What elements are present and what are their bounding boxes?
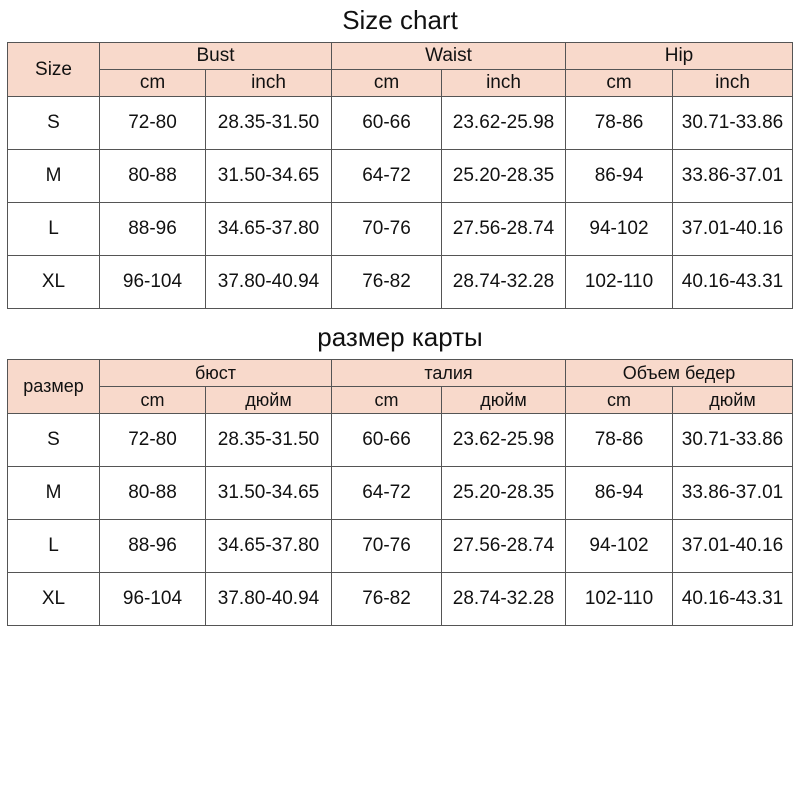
table-row xyxy=(8,150,793,203)
hip-group-header: Объем бедер xyxy=(566,360,793,387)
size-cell: S xyxy=(8,97,100,150)
value-cell: 28.35-31.50 xyxy=(206,414,332,467)
value-cell: 37.01-40.16 xyxy=(673,203,793,256)
value-cell: 72-80 xyxy=(100,414,206,467)
unit-header: inch xyxy=(442,70,566,97)
value-cell: 28.74-32.28 xyxy=(442,573,566,626)
size-cell: XL xyxy=(8,256,100,309)
waist-group-header: талия xyxy=(332,360,566,387)
size-cell: L xyxy=(8,203,100,256)
value-cell: 28.35-31.50 xyxy=(206,97,332,150)
size-cell: XL xyxy=(8,573,100,626)
value-cell: 34.65-37.80 xyxy=(206,520,332,573)
unit-header: дюйм xyxy=(206,387,332,414)
unit-header: cm xyxy=(100,387,206,414)
unit-header: дюйм xyxy=(442,387,566,414)
value-cell: 31.50-34.65 xyxy=(206,150,332,203)
size-cell: M xyxy=(8,467,100,520)
bust-group-header: Bust xyxy=(100,43,332,70)
value-cell: 40.16-43.31 xyxy=(673,256,793,309)
table-row xyxy=(8,256,793,309)
value-cell: 76-82 xyxy=(332,573,442,626)
value-cell: 102-110 xyxy=(566,256,673,309)
unit-header: cm xyxy=(332,387,442,414)
table-row xyxy=(8,203,793,256)
value-cell: 64-72 xyxy=(332,467,442,520)
value-cell: 60-66 xyxy=(332,97,442,150)
unit-header: cm xyxy=(566,387,673,414)
value-cell: 23.62-25.98 xyxy=(442,414,566,467)
table-row xyxy=(8,520,793,573)
value-cell: 80-88 xyxy=(100,467,206,520)
value-cell: 37.80-40.94 xyxy=(206,573,332,626)
value-cell: 25.20-28.35 xyxy=(442,467,566,520)
value-cell: 78-86 xyxy=(566,414,673,467)
value-cell: 23.62-25.98 xyxy=(442,97,566,150)
value-cell: 37.80-40.94 xyxy=(206,256,332,309)
size-cell: S xyxy=(8,414,100,467)
value-cell: 34.65-37.80 xyxy=(206,203,332,256)
unit-header: cm xyxy=(332,70,442,97)
value-cell: 30.71-33.86 xyxy=(673,97,793,150)
size-column-header: размер xyxy=(8,360,100,414)
value-cell: 80-88 xyxy=(100,150,206,203)
value-cell: 78-86 xyxy=(566,97,673,150)
waist-group-header: Waist xyxy=(332,43,566,70)
value-cell: 37.01-40.16 xyxy=(673,520,793,573)
value-cell: 30.71-33.86 xyxy=(673,414,793,467)
table-row xyxy=(8,467,793,520)
size-column-header: Size xyxy=(8,43,100,97)
value-cell: 76-82 xyxy=(332,256,442,309)
value-cell: 60-66 xyxy=(332,414,442,467)
value-cell: 70-76 xyxy=(332,520,442,573)
value-cell: 64-72 xyxy=(332,150,442,203)
size-chart-title-ru: размер карты xyxy=(317,322,483,352)
size-chart-table xyxy=(7,42,793,309)
size-chart-table-ru xyxy=(7,359,793,626)
value-cell: 27.56-28.74 xyxy=(442,203,566,256)
value-cell: 88-96 xyxy=(100,520,206,573)
size-chart-title: Size chart xyxy=(342,5,458,35)
unit-header: cm xyxy=(566,70,673,97)
size-cell: L xyxy=(8,520,100,573)
unit-header: inch xyxy=(673,70,793,97)
value-cell: 33.86-37.01 xyxy=(673,150,793,203)
value-cell: 40.16-43.31 xyxy=(673,573,793,626)
value-cell: 94-102 xyxy=(566,520,673,573)
table-row xyxy=(8,97,793,150)
unit-header: cm xyxy=(100,70,206,97)
value-cell: 33.86-37.01 xyxy=(673,467,793,520)
value-cell: 70-76 xyxy=(332,203,442,256)
bust-group-header: бюст xyxy=(100,360,332,387)
value-cell: 28.74-32.28 xyxy=(442,256,566,309)
value-cell: 94-102 xyxy=(566,203,673,256)
value-cell: 96-104 xyxy=(100,573,206,626)
unit-header: inch xyxy=(206,70,332,97)
value-cell: 72-80 xyxy=(100,97,206,150)
unit-header: дюйм xyxy=(673,387,793,414)
value-cell: 102-110 xyxy=(566,573,673,626)
value-cell: 86-94 xyxy=(566,150,673,203)
size-cell: M xyxy=(8,150,100,203)
value-cell: 31.50-34.65 xyxy=(206,467,332,520)
table-row xyxy=(8,573,793,626)
value-cell: 88-96 xyxy=(100,203,206,256)
value-cell: 25.20-28.35 xyxy=(442,150,566,203)
value-cell: 86-94 xyxy=(566,467,673,520)
table-row xyxy=(8,414,793,467)
hip-group-header: Hip xyxy=(566,43,793,70)
value-cell: 27.56-28.74 xyxy=(442,520,566,573)
value-cell: 96-104 xyxy=(100,256,206,309)
